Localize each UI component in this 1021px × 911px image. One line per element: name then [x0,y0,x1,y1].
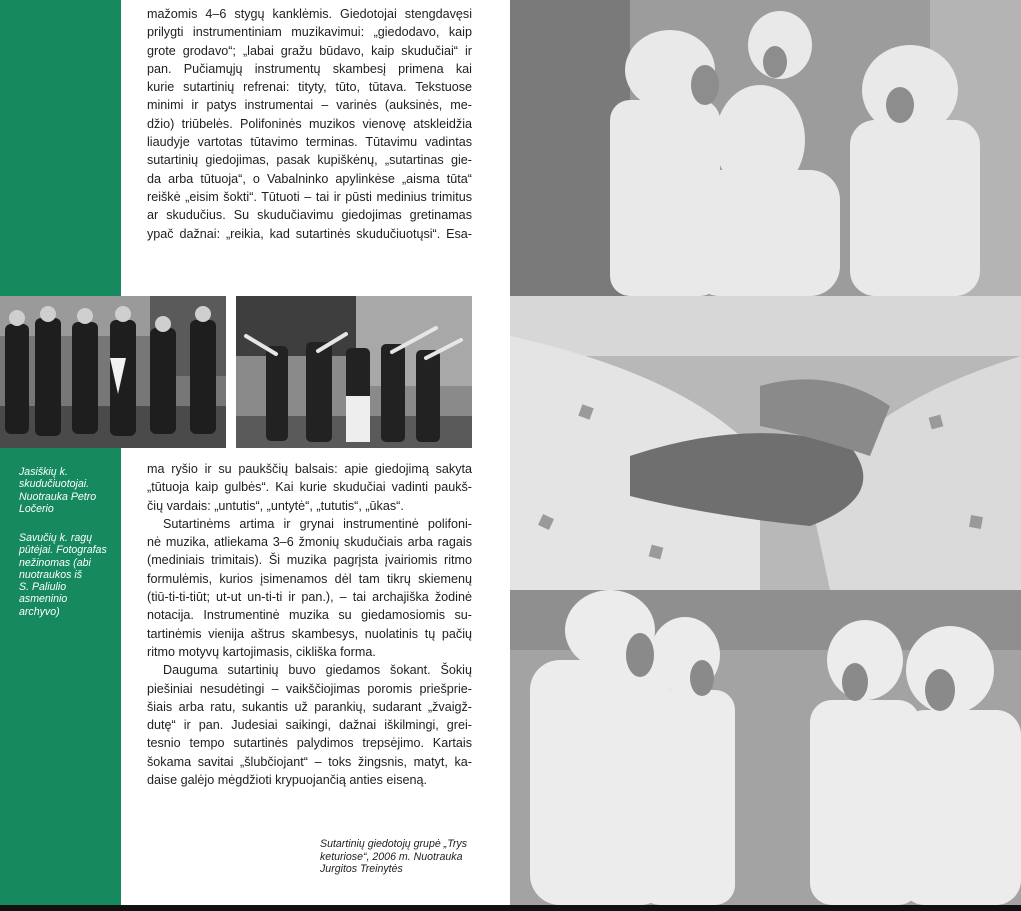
line: prilygti instrumentiniam muzikavimui: „giedodavo, kaip [147,25,472,40]
line: ma ryšio ir su paukščių balsais: apie giedojimą sakyta [147,462,472,476]
caption-line: nuotraukos iš [19,568,83,581]
line: kurie sutartinių refrenai: tityty, tūto, tūtava. Tekstuose [147,80,472,95]
caption-line: Savučių k. ragų [19,532,93,544]
line: tartinėmis vienija aštrus skambesys, nuolatinis tų pačių [147,626,472,641]
photo-four-singers [510,590,1021,905]
caption-line: pūtėjai. Fotografas [19,544,107,557]
line: tesnio tempo sutartinės palydimos trepsėjimo. Kartais [147,736,472,751]
body-text-top [147,5,472,243]
photo-joined-hands [510,296,1021,590]
line: (tiū-ti-ti-tiūt; ut-ut un-ti-ti ir pan.), – tai archajiška žodinė [147,590,472,605]
line: formulėmis, kurios įsimenamos dėl tam tikrų skiemenų [147,571,472,586]
caption-line: asmeninio [19,593,68,606]
line: čių vardais: „untutis“, „untytė“, „tututis“, „ūkas“. [147,498,404,513]
line: šokama savitai „šlubčiojant“ – toks žingsnis, matyt, ka- [147,754,472,769]
caption-line: archyvo) [19,605,60,618]
line: dutę“ ir pan. Judesiai saikingi, dažnai iškilmingi, grei- [147,718,472,733]
caption-line: Sutartinių giedotojų grupė „Trys [320,838,468,850]
caption-line: skudučiuotojai. [19,478,90,491]
caption-singers [320,838,500,876]
line: Dauguma sutartinių buvo giedamos šokant. Šokių [163,663,472,678]
caption-line: S. Paliulio [19,581,67,594]
line: reiškė „eisim šokti“. Tūtuoti – tai ir pūsti medinius trimitus [147,189,472,204]
line: sutartinių giedojimas, pasak kupiškėnų, „sutartinas gie- [147,153,472,168]
line: (mediniais trimitais). Ši muzika pagrįsta įvairiomis ritmo [147,553,472,568]
line: Sutartinėms artima ir grynai instrumentinė polifoni- [163,516,472,531]
caption-pipers [19,466,119,515]
line: da arba tūtuoja“, o Vabalninko apylinkėse „aisma tūta“ [147,171,472,186]
line: šiais arba ratu, sukantis už parankių, sudarant „žvaigž- [147,699,472,714]
line: piešiniai nesudėtingi – vaikščiojimas poromis priešprie- [147,681,472,696]
line: notacija. Instrumentinė muzika su giedamosiomis su- [147,608,472,623]
line: daise galėjo mėgdžioti krypuojančią anties eiseną. [147,773,428,788]
bottom-rule [0,905,1021,911]
line: ypač dažnai: „reikia, kad sutartinės skudučiuotųsi“. Esa- [147,226,472,241]
line: „tūtuoja kaip gulbės“. Kai kurie skudučiai vadinti paukš- [147,480,472,495]
caption-line: Ločerio [19,502,54,515]
line: minimi ir patys instrumentai – varinės (auksinės, me- [147,98,472,113]
green-sidebar [0,0,121,905]
line: grote grodavo“; „labai gražu būdavo, kaip skudučiai“ ir [147,43,472,58]
caption-line: nežinomas (abi [19,556,91,569]
caption-line: Jurgitos Treinytės [320,863,403,876]
line: nė muzika, atliekama 3–6 žmonių skudučiais arba ragais [147,535,472,550]
line: ar skudučius. Su skudučiavimu giedojimas gretinamas [147,208,472,223]
photo-singers-circle [510,0,1021,296]
caption-line: Jasiškių k. [19,466,68,478]
caption-horn-players [19,532,119,618]
body-text-bottom [147,460,472,789]
photo-horn-players [236,296,472,448]
line: liaudyje vartotas tūtavimo terminas. Tūtavimu vadintas [147,135,472,150]
line: mažomis 4–6 stygų kanklėmis. Giedotojai stengdavęsi [147,7,472,21]
caption-line: Nuotrauka Petro [19,490,97,503]
line: džio) triūbelės. Polifoninės muzikos vienovę atskleidžia [147,116,472,131]
photo-pipers [0,296,226,448]
caption-line: keturiose“, 2006 m. Nuotrauka [320,850,463,863]
line: ritmo motyvų kartojimasis, cikliška forma. [147,644,376,659]
line: pan. Pučiamųjų instrumentų skambesį primena kai [147,61,472,76]
